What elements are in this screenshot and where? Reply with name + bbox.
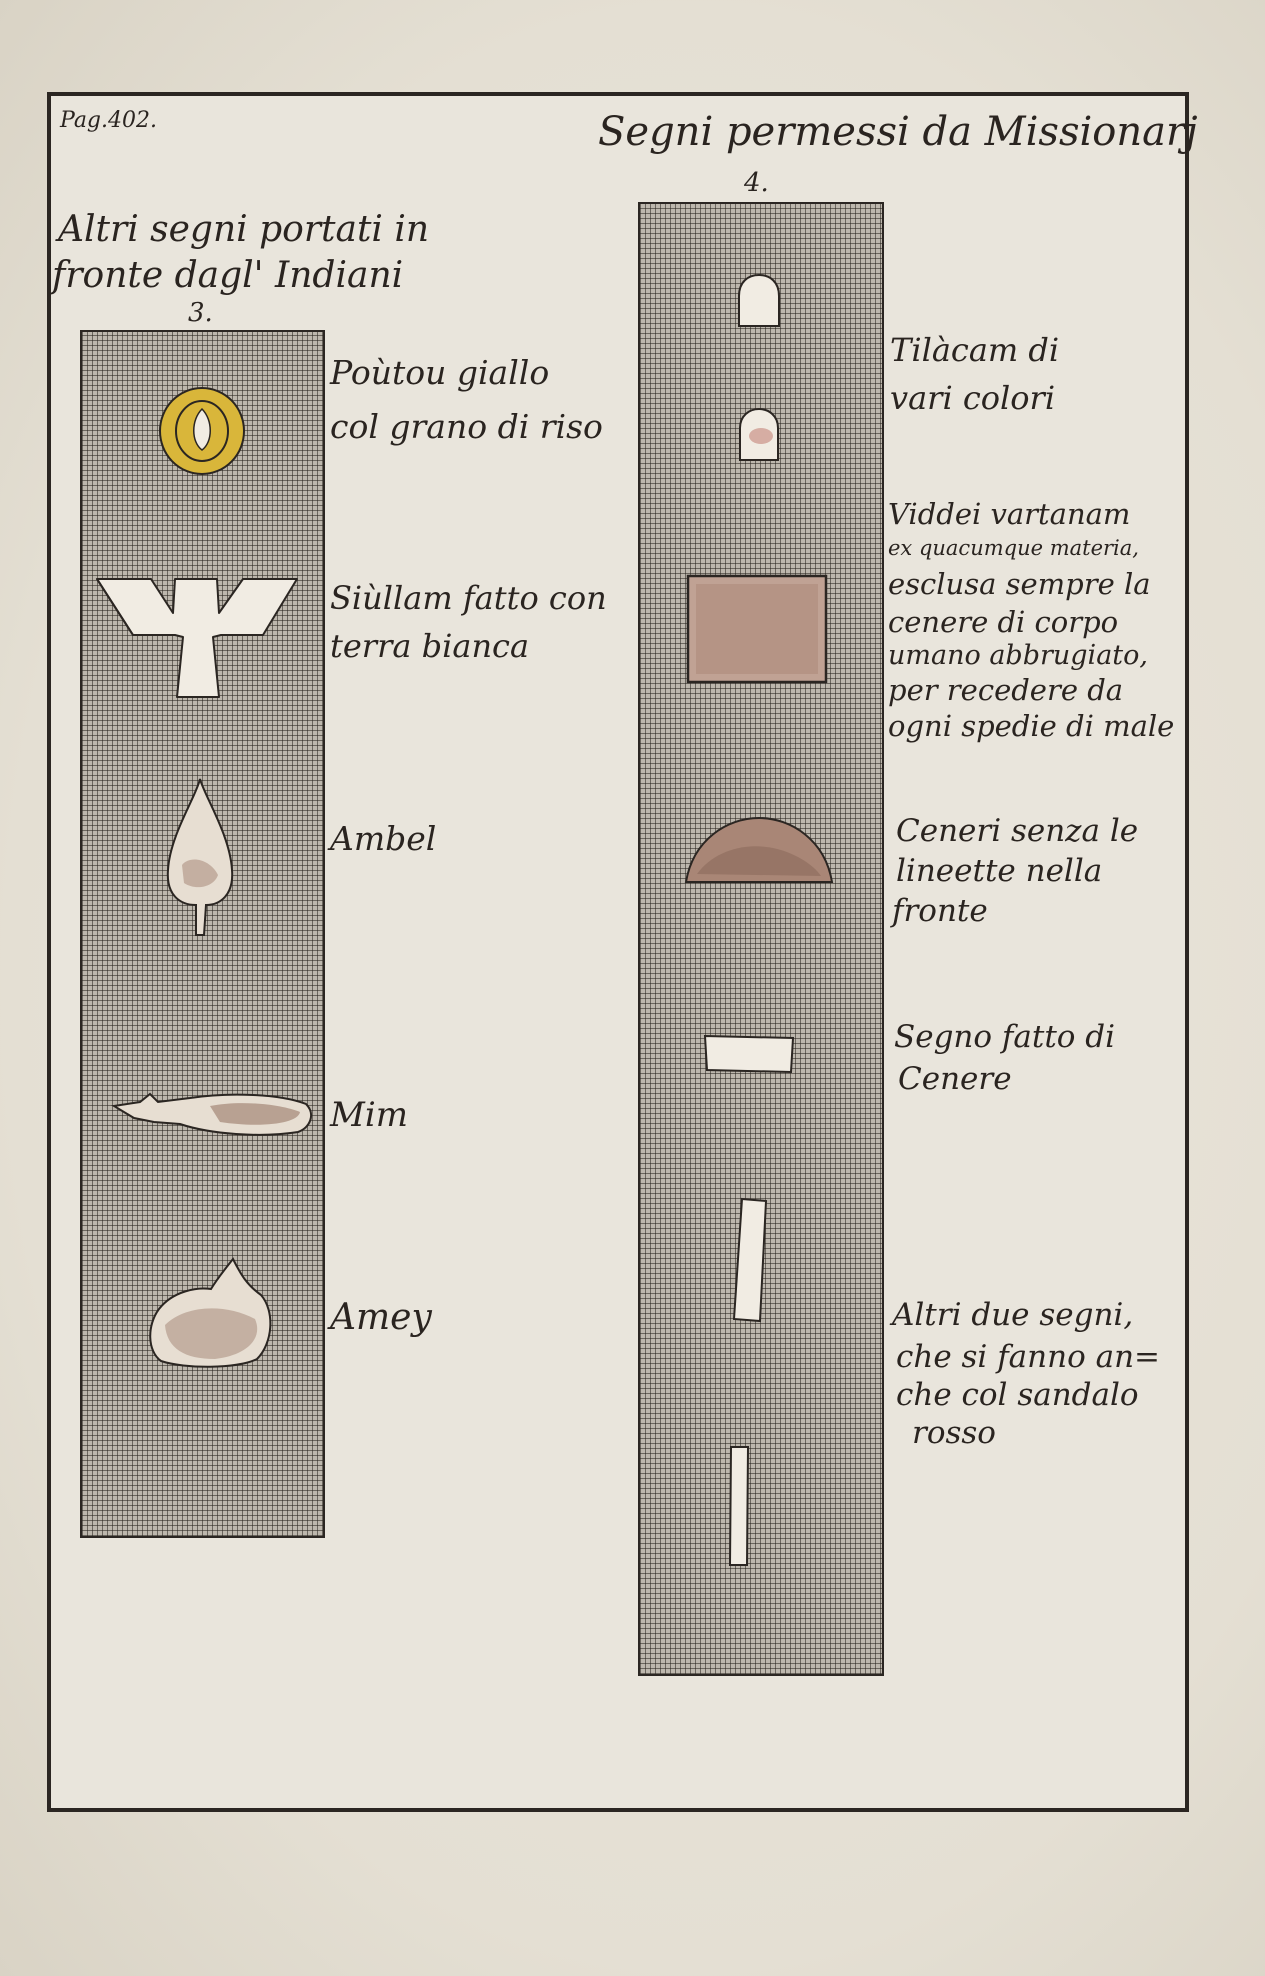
left-title-line1: Altri segni portati in xyxy=(58,209,430,250)
tilacam-sign-lower xyxy=(737,406,781,462)
siullam-sign xyxy=(95,575,300,700)
caption-viddei-line2: ex quacumque materia, xyxy=(888,536,1139,560)
caption-amey: Amey xyxy=(330,1297,432,1338)
caption-mim: Mim xyxy=(330,1095,408,1135)
caption-viddei-line7: ogni spedie di male xyxy=(888,709,1175,743)
caption-segno-line2: Cenere xyxy=(898,1061,1012,1097)
altri-sign-diagonal xyxy=(730,1196,770,1324)
caption-viddei-line3: esclusa sempre la xyxy=(888,567,1151,601)
caption-viddei-line4: cenere di corpo xyxy=(888,605,1119,639)
caption-altri-line2: che si fanno an= xyxy=(896,1339,1161,1375)
caption-tilacam-line1: Tilàcam di xyxy=(890,331,1060,369)
caption-poutou-line2: col grano di riso xyxy=(330,407,603,446)
caption-siullam-line1: Siùllam fatto con xyxy=(330,579,607,617)
segno-cenere-sign xyxy=(702,1033,796,1075)
caption-altri-line4: rosso xyxy=(912,1415,996,1451)
caption-ambel: Ambel xyxy=(330,819,437,858)
page-number: Pag.402. xyxy=(60,108,157,133)
caption-viddei-line5: umano abbrugiato, xyxy=(888,640,1148,671)
caption-siullam-line2: terra bianca xyxy=(330,627,530,665)
left-title-line2: fronte dagl' Indiani xyxy=(52,255,404,296)
right-number: 4. xyxy=(744,168,769,198)
poutou-sign xyxy=(155,384,250,479)
left-number: 3. xyxy=(188,298,213,328)
caption-altri-line3: che col sandalo xyxy=(896,1377,1139,1413)
caption-ceneri-line3: fronte xyxy=(892,893,988,929)
right-title: Segni permessi da Missionarj xyxy=(598,109,1198,155)
caption-viddei-line1: Viddei vartanam xyxy=(888,497,1131,531)
altri-sign-vertical xyxy=(726,1444,752,1568)
caption-ceneri-line1: Ceneri senza le xyxy=(896,813,1139,849)
mim-sign xyxy=(110,1088,315,1140)
caption-tilacam-line2: vari colori xyxy=(890,379,1056,417)
ambel-sign xyxy=(160,775,240,940)
caption-altri-line1: Altri due segni, xyxy=(892,1297,1134,1333)
tilacam-sign-upper xyxy=(736,272,782,328)
caption-segno-line1: Segno fatto di xyxy=(894,1019,1116,1055)
amey-sign xyxy=(145,1255,275,1370)
caption-ceneri-line2: lineette nella xyxy=(896,853,1103,889)
caption-viddei-line6: per recedere da xyxy=(888,673,1124,707)
caption-poutou-line1: Poùtou giallo xyxy=(330,353,550,392)
ceneri-sign xyxy=(683,812,835,886)
viddei-sign xyxy=(686,574,828,684)
